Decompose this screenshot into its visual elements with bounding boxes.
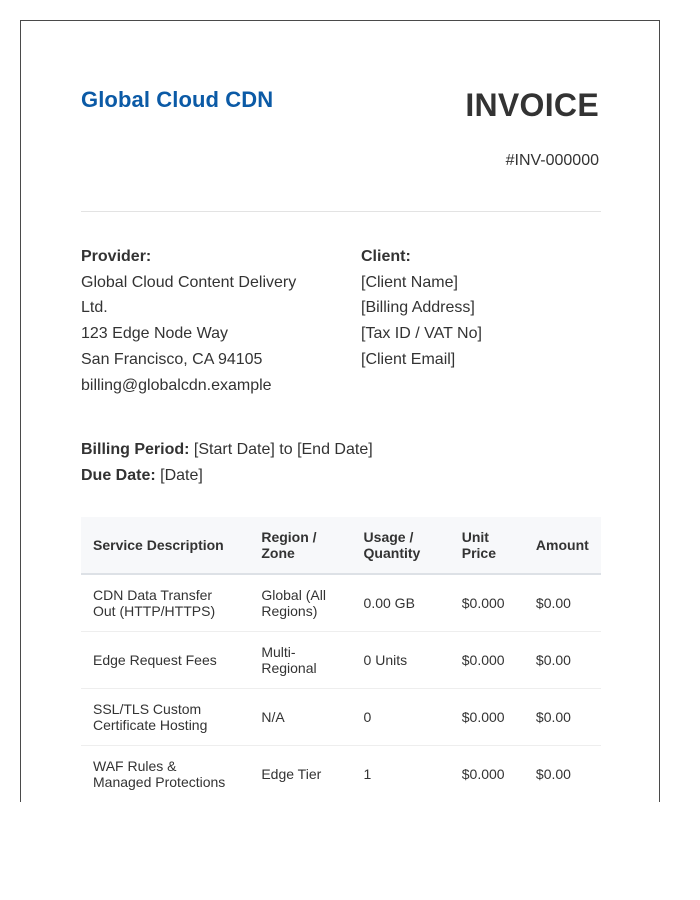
column-header: Usage / Quantity	[352, 517, 450, 574]
amount: $0.00	[524, 632, 601, 689]
amount: $0.00	[524, 574, 601, 632]
region-zone: Global (All Regions)	[249, 574, 351, 632]
client-line: [Client Name]	[361, 273, 458, 291]
provider-line: Global Cloud Content Delivery	[81, 273, 297, 291]
usage-quantity: 1	[352, 746, 450, 803]
provider-email: billing@globalcdn.example	[81, 376, 272, 394]
billing-meta	[81, 437, 373, 489]
company-brand: Global Cloud CDN	[81, 87, 274, 112]
client-line: [Tax ID / VAT No]	[361, 325, 482, 343]
table-row	[81, 574, 601, 632]
services-table	[81, 517, 601, 802]
usage-quantity: 0.00 GB	[352, 574, 450, 632]
table-header-row	[81, 517, 601, 574]
column-header: Service Description	[81, 517, 249, 574]
unit-price: $0.000	[450, 574, 524, 632]
table-row	[81, 746, 601, 803]
provider-block	[81, 244, 331, 398]
service-description: CDN Data Transfer Out (HTTP/HTTPS)	[81, 574, 249, 632]
billing-period-label: Billing Period:	[81, 441, 190, 458]
invoice-title: INVOICE	[465, 87, 599, 123]
column-header: Region / Zone	[249, 517, 351, 574]
unit-price: $0.000	[450, 746, 524, 803]
client-line: [Billing Address]	[361, 299, 475, 317]
invoice-page	[20, 20, 660, 802]
amount: $0.00	[524, 746, 601, 803]
client-block	[361, 244, 601, 373]
unit-price: $0.000	[450, 689, 524, 746]
billing-period-value: [Start Date] to [End Date]	[193, 441, 373, 458]
service-description: WAF Rules & Managed Protections	[81, 746, 249, 803]
due-date	[81, 463, 373, 489]
usage-quantity: 0	[352, 689, 450, 746]
billing-period	[81, 437, 373, 463]
region-zone: Multi-Regional	[249, 632, 351, 689]
table-row	[81, 632, 601, 689]
unit-price: $0.000	[450, 632, 524, 689]
provider-heading: Provider:	[81, 248, 152, 265]
header-divider	[81, 211, 601, 212]
column-header: Unit Price	[450, 517, 524, 574]
service-description: SSL/TLS Custom Certificate Hosting	[81, 689, 249, 746]
due-date-value: [Date]	[160, 467, 203, 484]
provider-line: 123 Edge Node Way	[81, 325, 229, 343]
region-zone: N/A	[249, 689, 351, 746]
client-line: [Client Email]	[361, 350, 456, 368]
invoice-number: #INV-000000	[505, 152, 599, 169]
provider-line: San Francisco, CA 94105	[81, 350, 263, 368]
amount: $0.00	[524, 689, 601, 746]
service-description: Edge Request Fees	[81, 632, 249, 689]
table-row	[81, 689, 601, 746]
region-zone: Edge Tier	[249, 746, 351, 803]
provider-line: Ltd.	[81, 299, 108, 317]
client-heading: Client:	[361, 248, 411, 265]
column-header: Amount	[524, 517, 601, 574]
due-date-label: Due Date:	[81, 467, 156, 484]
usage-quantity: 0 Units	[352, 632, 450, 689]
